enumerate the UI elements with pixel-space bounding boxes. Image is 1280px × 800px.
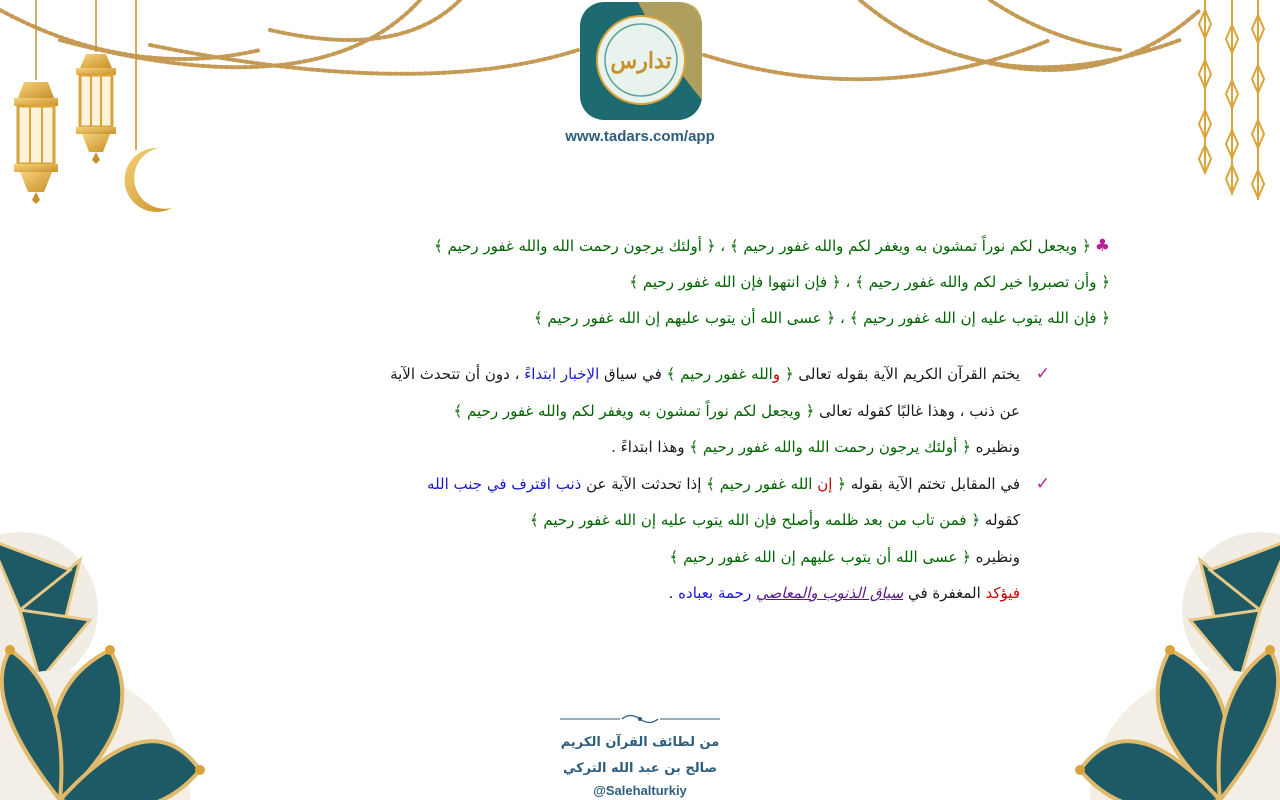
highlight-red: إن: [817, 474, 833, 493]
lantern-icon: [76, 0, 116, 164]
verse-text: ﴿ ويجعل لكم نوراً تمشون به ويغفر لكم والله غفور رحيم ﴾ ، ﴿ أولئك يرجون رحمت الله والله غفور رحيم ﴾: [434, 237, 1091, 255]
highlight-red: فيؤكد: [985, 584, 1020, 602]
verse-inline: ﴿ أولئك يرجون رحمت الله والله غفور رحيم ﴾: [689, 438, 971, 456]
point-1-line-1: [160, 356, 1050, 393]
text: ﴿: [832, 474, 846, 493]
footer-title: من لطائف القرآن الكريم: [560, 735, 720, 750]
verse-line: [190, 300, 1110, 336]
verse-text: ﴿ وأن تصبروا خير لكم والله غفور رحيم ﴾ ، ﴿ فإن انتهوا فإن الله غفور رحيم ﴾: [629, 273, 1110, 291]
highlight-blue: ذنب اقترف في جنب الله: [427, 474, 582, 493]
explanation-block: [160, 356, 1050, 612]
text: ونظيره: [970, 547, 1020, 566]
highlight-blue: الإخبار ابتداءً: [524, 365, 600, 383]
highlight-blue: رحمة بعباده: [678, 584, 756, 602]
checkmark-icon: ✓: [1035, 364, 1050, 384]
logo-text: تدارس: [610, 48, 672, 74]
footer-handle[interactable]: @Salehalturkiy: [593, 783, 687, 798]
verse-inline: ﴿ فمن تاب من بعد ظلمه وأصلح فإن الله يتوب عليه إن الله غفور رحيم ﴾: [529, 511, 981, 529]
club-icon: ♣: [1094, 236, 1110, 256]
text: ونظيره: [970, 438, 1020, 456]
lantern-icon: [14, 0, 58, 204]
text: كقوله: [980, 511, 1020, 529]
bead-garland-right: [704, 0, 1200, 79]
text: الله غفور رحيم ﴾: [666, 365, 773, 383]
verse-text: ﴿ فإن الله يتوب عليه إن الله غفور رحيم ﴾ ، ﴿ عسى الله أن يتوب عليهم إن الله غفور رحيم ﴾: [533, 309, 1110, 327]
text: وهذا ابتداءً .: [611, 438, 690, 456]
text: في سياق: [599, 365, 667, 383]
footer-author: صالح بن عبد الله التركي: [562, 761, 718, 776]
text: .: [668, 584, 679, 602]
text: عن ذنب ، وهذا غالبًا كقوله تعالى: [814, 401, 1020, 420]
verse-inline: [706, 475, 846, 493]
flower-ornament-right: [1075, 532, 1280, 800]
point-1-line-3: [160, 429, 1050, 466]
verse-inline: ﴿ عسى الله أن يتوب عليهم إن الله غفور رحيم ﴾: [669, 547, 971, 566]
point-2-line-1: [160, 466, 1050, 503]
checkmark-icon: ✓: [1035, 473, 1050, 494]
verse-line: [190, 228, 1110, 264]
point-2-line-4: [160, 575, 1050, 612]
verse-inline: ﴿ ويجعل لكم نوراً تمشون به ويغفر لكم والله غفور رحيم ﴾: [453, 401, 815, 420]
text: المغفرة في: [903, 584, 986, 602]
app-logo: [578, 0, 704, 124]
crescent-moon-icon: [125, 148, 172, 212]
text: ﴿: [780, 365, 794, 383]
point-1-line-2: [160, 393, 1050, 430]
app-url[interactable]: www.tadars.com/app: [565, 128, 715, 145]
highlight-underlined: سياق الذنوب والمعاصي: [755, 584, 904, 602]
verse-inline: [667, 365, 794, 383]
text: الله غفور رحيم ﴾: [706, 474, 818, 493]
text: ، دون أن تتحدث الآية: [390, 365, 525, 383]
diamond-string-decoration: [1199, 0, 1264, 200]
text: في المقابل تختم الآية بقوله: [845, 474, 1020, 493]
verses-block: [190, 228, 1110, 336]
text: إذا تحدثت الآية عن: [581, 474, 707, 493]
divider-ornament-icon: [540, 710, 740, 728]
verse-line: [190, 264, 1110, 300]
footer: [540, 710, 740, 800]
point-2-line-2: [160, 502, 1050, 539]
text: يختم القرآن الكريم الآية بقوله تعالى: [793, 365, 1020, 383]
point-2-line-3: [160, 539, 1050, 576]
highlight-red: و: [772, 365, 781, 383]
